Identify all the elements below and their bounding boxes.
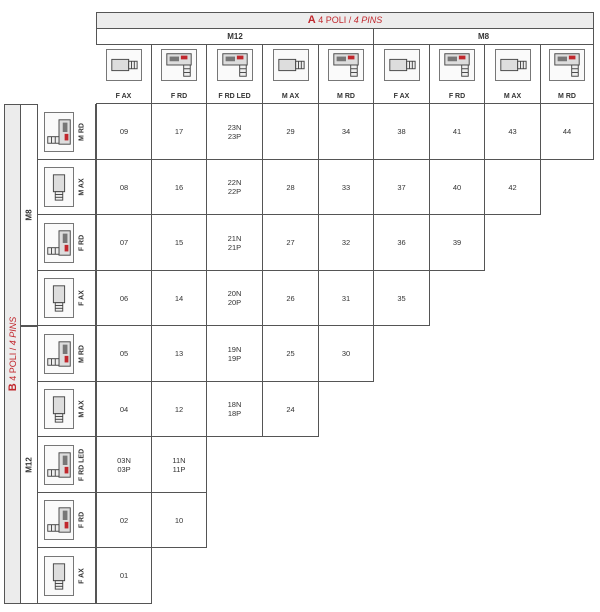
cable-code: 27 — [286, 238, 295, 247]
cable-code: 26 — [286, 293, 295, 303]
straight-male-connector-icon — [44, 389, 74, 429]
cable-code: 12 — [174, 404, 184, 414]
grid-cell — [263, 271, 319, 326]
column-header-label: F RD LED — [218, 93, 251, 100]
col-group-m12 — [96, 29, 374, 45]
grid-cell — [96, 326, 152, 382]
grid-cell — [374, 215, 430, 271]
row-header-label: F RD — [78, 234, 86, 251]
column-header-label: M RD — [337, 93, 355, 100]
grid-cell — [207, 215, 263, 271]
grid-cell — [152, 215, 207, 271]
cable-code: 35 — [397, 293, 406, 303]
cable-code: 14 — [174, 293, 184, 303]
header-a — [96, 12, 594, 29]
grid-cell — [263, 104, 319, 160]
grid-cell — [96, 104, 152, 160]
cable-code: 01 — [119, 571, 129, 580]
grid-cell — [207, 271, 263, 326]
grid-cell — [96, 548, 152, 604]
cable-code: 10 — [174, 515, 184, 525]
cable-code: 06 — [119, 293, 129, 303]
cable-code: 40 — [452, 182, 462, 192]
column-header-m12-m-rd — [319, 45, 374, 104]
cable-code: 15 — [174, 238, 184, 247]
row-header-m12-m-rd — [38, 326, 96, 382]
grid-cell — [319, 215, 374, 271]
row-header-label: M AX — [78, 400, 86, 418]
cable-code: 25 — [286, 349, 295, 358]
column-header-label: F RD — [170, 93, 188, 100]
cable-code: 39 — [452, 238, 462, 247]
grid-cell — [96, 215, 152, 271]
row-header-label: F RD — [78, 511, 86, 529]
column-header-label: F AX — [115, 93, 132, 100]
row-header-label: F AX — [78, 290, 86, 306]
cable-code: 44 — [562, 127, 572, 136]
cable-code: 32 — [341, 238, 351, 247]
column-header-m12-f-ax — [96, 45, 152, 104]
straight-male-connector-icon — [495, 49, 531, 81]
row-group-m12 — [21, 326, 38, 604]
grid-cell — [430, 104, 485, 160]
grid-cell — [485, 104, 541, 160]
straight-male-connector-icon — [273, 49, 309, 81]
grid-cell — [96, 437, 152, 493]
cable-code: 03N 03P — [117, 455, 131, 474]
row-group-m8-label: M8 — [24, 209, 34, 221]
row-group-m12-label: M12 — [24, 457, 34, 473]
column-header-m8-f-rd — [430, 45, 485, 104]
cable-code: 29 — [286, 127, 295, 136]
angled-male-connector-icon — [549, 49, 585, 81]
grid-cell — [374, 160, 430, 215]
grid-cell — [430, 215, 485, 271]
grid-cell — [374, 271, 430, 326]
row-header-label: F AX — [78, 567, 86, 584]
grid-cell — [319, 326, 374, 382]
row-header-m12-m-ax — [38, 382, 96, 437]
column-header-label: M RD — [558, 93, 576, 100]
straight-female-connector-icon — [106, 49, 142, 81]
cable-code: 28 — [286, 182, 295, 192]
column-header-label: F RD — [448, 93, 466, 100]
cable-code: 34 — [341, 127, 351, 136]
grid-cell — [96, 271, 152, 326]
row-header-m8-m-ax — [38, 160, 96, 215]
cable-code: 07 — [119, 238, 129, 247]
cable-code: 42 — [508, 182, 517, 192]
cable-code: 16 — [174, 182, 184, 192]
row-header-label: M AX — [78, 178, 86, 196]
row-header-m8-m-rd — [38, 104, 96, 160]
grid-cell — [319, 104, 374, 160]
straight-female-connector-icon — [384, 49, 420, 81]
grid-cell — [207, 382, 263, 437]
cable-code: 31 — [341, 293, 351, 303]
grid-cell — [96, 382, 152, 437]
cable-code: 21N 21P — [227, 233, 242, 252]
header-a-italic: 4 PINS — [353, 15, 383, 25]
col-group-m8-label: M8 — [477, 32, 490, 41]
angled-led-female-connector-icon — [44, 445, 74, 485]
row-header-m12-f-rd — [38, 493, 96, 548]
column-header-label: M AX — [281, 93, 300, 100]
row-header-label: M RD — [78, 344, 86, 363]
angled-male-connector-icon — [328, 49, 364, 81]
grid-cell — [207, 104, 263, 160]
column-header-m12-m-ax — [263, 45, 319, 104]
cable-code: 33 — [341, 182, 351, 192]
cable-code: 43 — [508, 127, 517, 136]
grid-cell — [263, 326, 319, 382]
row-header-label: M RD — [78, 122, 86, 141]
angled-male-connector-icon — [44, 112, 74, 152]
straight-female-connector-icon — [44, 278, 74, 318]
straight-female-connector-icon — [44, 556, 74, 596]
header-a-text: 4 POLI / — [318, 15, 354, 25]
cable-code: 41 — [452, 127, 462, 136]
cable-code: 22N 22P — [227, 178, 242, 196]
grid-cell — [263, 215, 319, 271]
grid-cell — [152, 382, 207, 437]
cable-code: 04 — [119, 404, 129, 414]
grid-cell — [152, 326, 207, 382]
grid-cell — [207, 160, 263, 215]
grid-cell — [319, 160, 374, 215]
cable-code: 24 — [286, 404, 295, 414]
grid-cell — [263, 382, 319, 437]
cable-code: 37 — [397, 182, 406, 192]
cable-code: 19N 19P — [227, 344, 242, 363]
row-header-m8-f-rd — [38, 215, 96, 271]
grid-cell — [319, 271, 374, 326]
angled-female-connector-icon — [439, 49, 475, 81]
cable-code: 18N 18P — [227, 400, 242, 418]
grid-cell — [152, 437, 207, 493]
grid-cell — [152, 104, 207, 160]
grid-cell — [485, 160, 541, 215]
col-group-m8 — [374, 29, 594, 45]
col-group-m12-label: M12 — [227, 32, 243, 41]
grid-cell — [152, 160, 207, 215]
grid-cell — [374, 104, 430, 160]
cable-code: 08 — [119, 182, 129, 192]
angled-female-connector-icon — [44, 223, 74, 263]
cable-code: 17 — [174, 127, 184, 136]
grid-cell — [263, 160, 319, 215]
row-header-m8-f-ax — [38, 271, 96, 326]
angled-female-connector-icon — [161, 49, 197, 81]
header-b-letter: B — [6, 383, 19, 392]
column-header-m8-f-ax — [374, 45, 430, 104]
grid-cell — [152, 271, 207, 326]
column-header-m8-m-ax — [485, 45, 541, 104]
column-header-m12-f-rd-led — [207, 45, 263, 104]
cable-code: 20N 20P — [227, 289, 242, 307]
grid-cell — [207, 326, 263, 382]
row-header-m12-f-ax — [38, 548, 96, 604]
header-a-letter: A — [307, 14, 316, 26]
column-header-label: F AX — [393, 93, 410, 100]
column-header-m12-f-rd — [152, 45, 207, 104]
cable-code: 09 — [119, 127, 129, 136]
row-header-label: F RD LED — [78, 448, 86, 481]
grid-cell — [541, 104, 594, 160]
cable-code: 02 — [119, 515, 129, 525]
cable-code: 13 — [174, 349, 184, 358]
header-b-italic: 4 PINS — [7, 316, 18, 346]
cable-code: 38 — [397, 127, 406, 136]
grid-cell — [430, 160, 485, 215]
cable-code: 30 — [341, 349, 351, 358]
straight-male-connector-icon — [44, 167, 74, 207]
grid-cell — [96, 160, 152, 215]
cable-code: 23N 23P — [227, 122, 242, 141]
row-header-m12-f-rd-led — [38, 437, 96, 493]
header-b-text: 4 POLI / — [7, 345, 18, 381]
column-header-m8-m-rd — [541, 45, 594, 104]
row-group-m8 — [21, 104, 38, 326]
angled-female-connector-icon — [44, 500, 74, 540]
cable-code: 36 — [397, 238, 406, 247]
grid-cell — [96, 493, 152, 548]
angled-male-connector-icon — [44, 334, 74, 374]
cable-code: 11N 11P — [172, 455, 186, 474]
grid-cell — [152, 493, 207, 548]
header-b — [4, 104, 21, 604]
angled-led-female-connector-icon — [217, 49, 253, 81]
header-b-label — [7, 109, 19, 599]
column-header-label: M AX — [503, 93, 522, 100]
cable-code: 05 — [119, 349, 129, 358]
